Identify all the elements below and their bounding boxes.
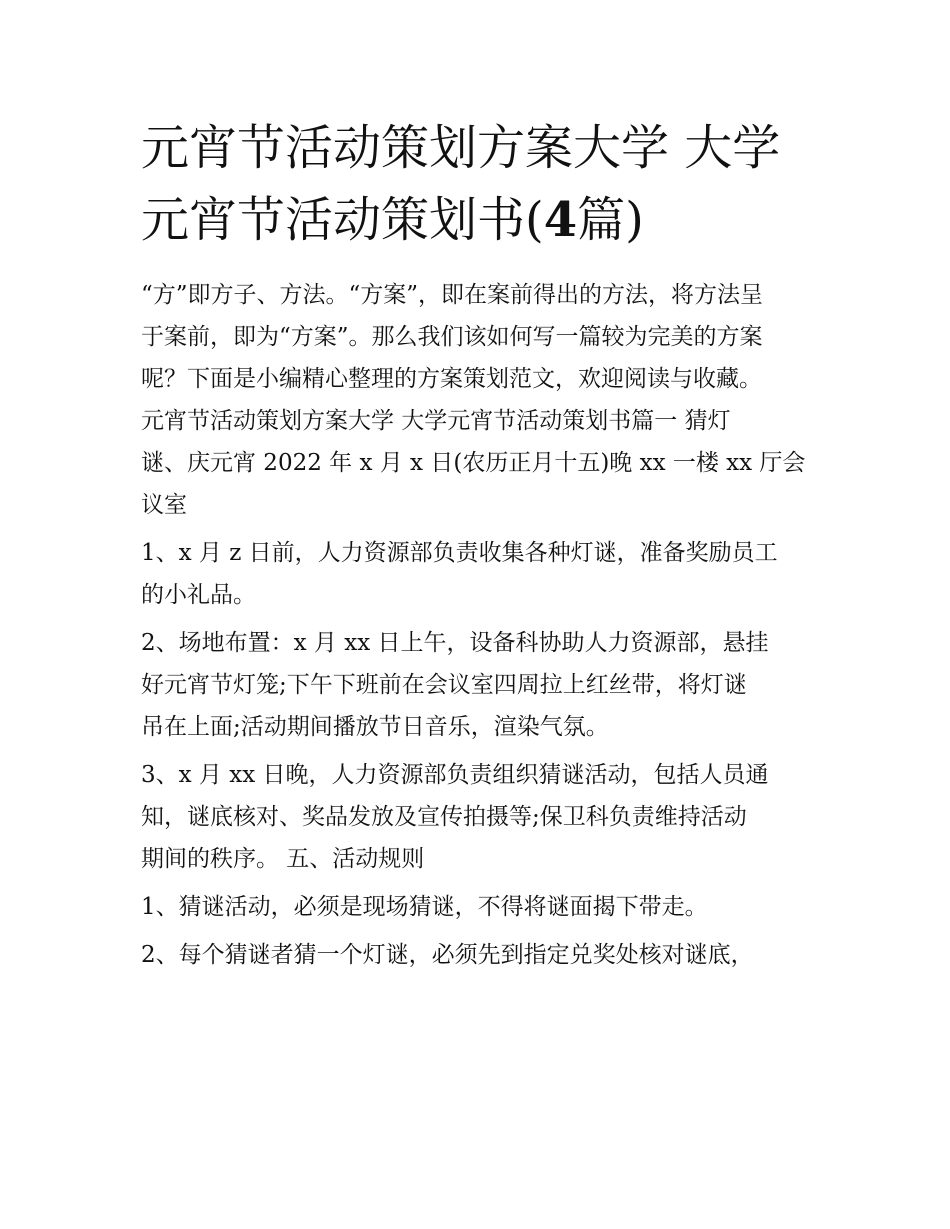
- rule-item-2: 2、每个猜谜者猜一个灯谜，必须先到指定兑奖处核对谜底，: [141, 942, 754, 968]
- paragraph-item-3: 3、x 月 xx 日晚，人力资源部负责组织猜谜活动，包括人员通 知，谜底核对、奖品发放及宣传拍摄等;保卫科负责维持活动 期间的秩序。 五、活动规则: [141, 762, 769, 872]
- title-line-2-text: 元宵节活动策划书(: [141, 192, 544, 248]
- paragraph-item-1: 1、x 月 z 日前，人力资源部负责收集各种灯谜，准备奖励员工 的小礼品。: [141, 540, 778, 608]
- document-title: [141, 112, 821, 256]
- document-body: [141, 112, 821, 976]
- paragraph-item-2: 2、场地布置：x 月 xx 日上午，设备科协助人力资源部，悬挂 好元宵节灯笼;下午下班前在会议室四周拉上红丝带，将灯谜 吊在上面;活动期间播放节日音乐，渲染气氛。: [141, 630, 769, 740]
- intro-paragraph: “方”即方子、方法。“方案”，即在案前得出的方法，将方法呈 于案前，即为“方案”。那么我们该如何写一篇较为完美的方案 呢？下面是小编精心整理的方案策划范文，欢迎阅读与收藏。 元宵节活动策划方案大学 大学元宵节活动策划书篇一 猜灯 谜、庆元宵 2022 年 x 月 x 日(农历正月十五)晚 xx 一楼 xx 厅会 议室: [141, 282, 806, 518]
- title-count: 4: [543, 192, 578, 248]
- rule-item-1: 1、猜谜活动，必须是现场猜谜，不得将谜面揭下带走。: [141, 894, 708, 920]
- title-line-2-end: 篇): [577, 192, 644, 248]
- title-line-1: 元宵节活动策划方案大学 大学: [141, 120, 781, 176]
